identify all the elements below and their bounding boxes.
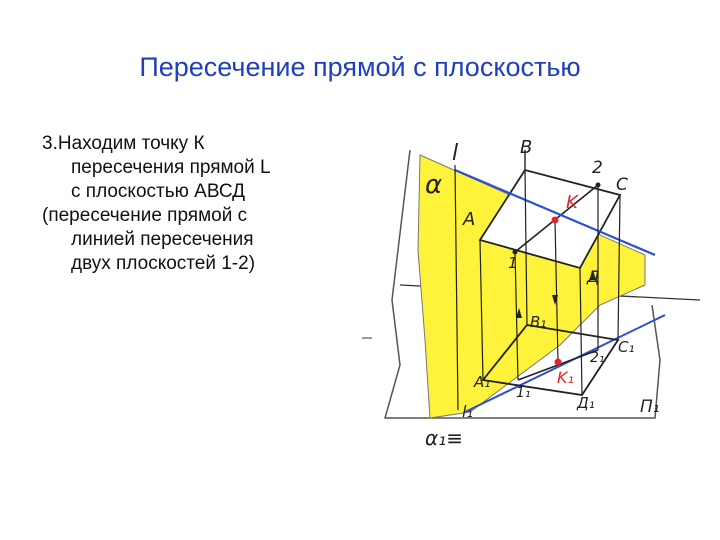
point-k <box>552 217 559 224</box>
label-2: 2 <box>592 158 603 178</box>
label-b: B <box>520 137 533 158</box>
label-p1: П₁ <box>640 397 660 417</box>
point-2 <box>596 183 601 188</box>
text-line-1: 3.Находим точку К <box>42 133 205 154</box>
label-k: K <box>566 192 578 213</box>
label-c1: C₁ <box>618 338 635 356</box>
text-line-3: с плоскостью АВСД <box>71 181 246 202</box>
text-line-4: (пересечение прямой с <box>42 205 248 226</box>
label-k1: K₁ <box>557 368 574 387</box>
label-1: 1 <box>508 254 518 272</box>
label-21: 2₁ <box>590 350 605 366</box>
label-d1: Д₁ <box>577 394 595 412</box>
label-l: l <box>452 141 459 166</box>
slide-title: Пересечение прямой с плоскостью <box>139 52 581 82</box>
label-d: Д <box>587 267 600 286</box>
label-c: C <box>616 175 628 195</box>
text-line-6: двух плоскостей 1-2) <box>71 253 256 274</box>
text-line-5: линией пересечения <box>71 229 254 250</box>
label-a: A <box>463 209 476 230</box>
label-11: 1₁ <box>516 385 531 401</box>
label-l1: l₁ <box>462 402 473 421</box>
text-line-2: пересечения прямой L <box>71 157 271 178</box>
label-alpha: α <box>425 170 443 200</box>
point-k1 <box>555 359 562 366</box>
label-alpha1: α₁≡ <box>425 426 463 450</box>
label-a1: A₁ <box>474 373 491 391</box>
label-b1: B₁ <box>530 313 547 331</box>
